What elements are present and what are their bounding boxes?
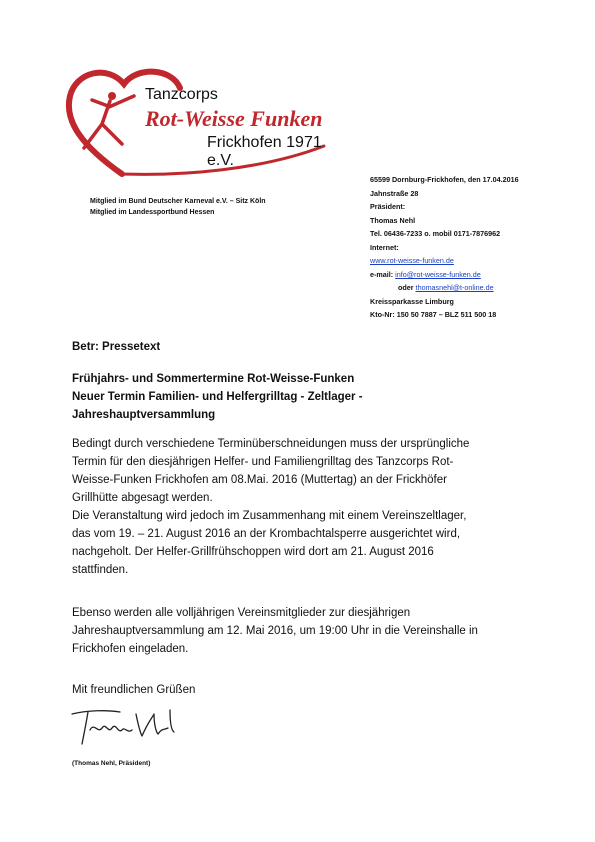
logo-location: Frickhofen 1971 e.V. [207,134,322,169]
website-link[interactable]: www.rot-weisse-funken.de [370,256,454,265]
place-date: 65599 Dornburg-Frickhofen, den 17.04.2016 [370,175,519,184]
text-line: Termin für den diesjährigen Helfer- und Familiengrilltag des Tanzcorps Rot- [72,456,454,468]
subject-line: Frühjahrs- und Sommertermine Rot-Weisse-Funken [72,373,355,385]
role-label: Präsident: [370,202,406,211]
logo-tagline: Tanzcorps [145,86,218,103]
email-link-2[interactable]: thomasnehl@t-online.de [415,283,494,292]
internet-label: Internet: [370,242,399,252]
text-line: Grillhütte abgesagt werden. [72,492,213,504]
signature-caption: (Thomas Nehl, Präsident) [72,760,151,767]
street: Jahnstraße 28 [370,188,419,198]
email-link-1[interactable]: info@rot-weisse-funken.de [395,269,481,279]
paragraph-1 [72,435,542,579]
email-label: e-mail: [370,269,394,279]
logo-club-name: Rot-Weisse Funken [145,106,323,131]
president-name: Thomas Nehl [370,215,416,225]
text-line: Ebenso werden alle volljährigen Vereinsmitglieder zur diesjährigen [72,607,411,619]
membership-info [90,196,266,218]
text-line: das vom 19. – 21. August 2016 an der Krombachtalsperre ausgerichtet wird, [72,528,461,540]
contact-block [370,173,519,322]
logo-text [145,86,345,170]
subject-line: Neuer Termin Familien- und Helfergrilltag - Zeltlager - [72,391,363,403]
text-line: Die Veranstaltung wird jedoch im Zusammenhang mit einem Vereinszeltlager, [72,510,467,522]
text-line: Weisse-Funken Frickhofen am 08.Mai. 2016 (Muttertag) an der Frickhöfer [72,474,447,486]
text-line: Jahreshauptversammlung am 12. Mai 2016, um 19:00 Uhr in die Vereinshalle in [72,625,478,637]
membership-line: Mitglied im Bund Deutscher Karneval e.V. – Sitz Köln [90,198,266,205]
paragraph-2 [72,604,542,658]
subject-line: Jahreshauptversammlung [72,409,216,421]
or-label: oder [398,283,414,292]
reference-line: Betr: Pressetext [72,341,161,353]
text-line: nachgeholt. Der Helfer-Grillfrühschoppen wird dort am 21. August 2016 [72,546,434,558]
subject [72,370,452,424]
text-line: stattfinden. [72,564,129,576]
phone: Tel. 06436-7233 o. mobil 0171-7876962 [370,229,501,238]
account: Kto-Nr: 150 50 7887 – BLZ 511 500 18 [370,310,497,319]
text-line: Frickhofen eingeladen. [72,643,189,655]
signature-image [68,700,188,750]
greeting: Mit freundlichen Grüßen [72,684,196,696]
text-line: Bedingt durch verschiedene Terminüberschneidungen muss der ursprüngliche [72,438,470,450]
bank: Kreissparkasse Limburg [370,296,454,306]
membership-line: Mitglied im Landessportbund Hessen [90,209,215,216]
